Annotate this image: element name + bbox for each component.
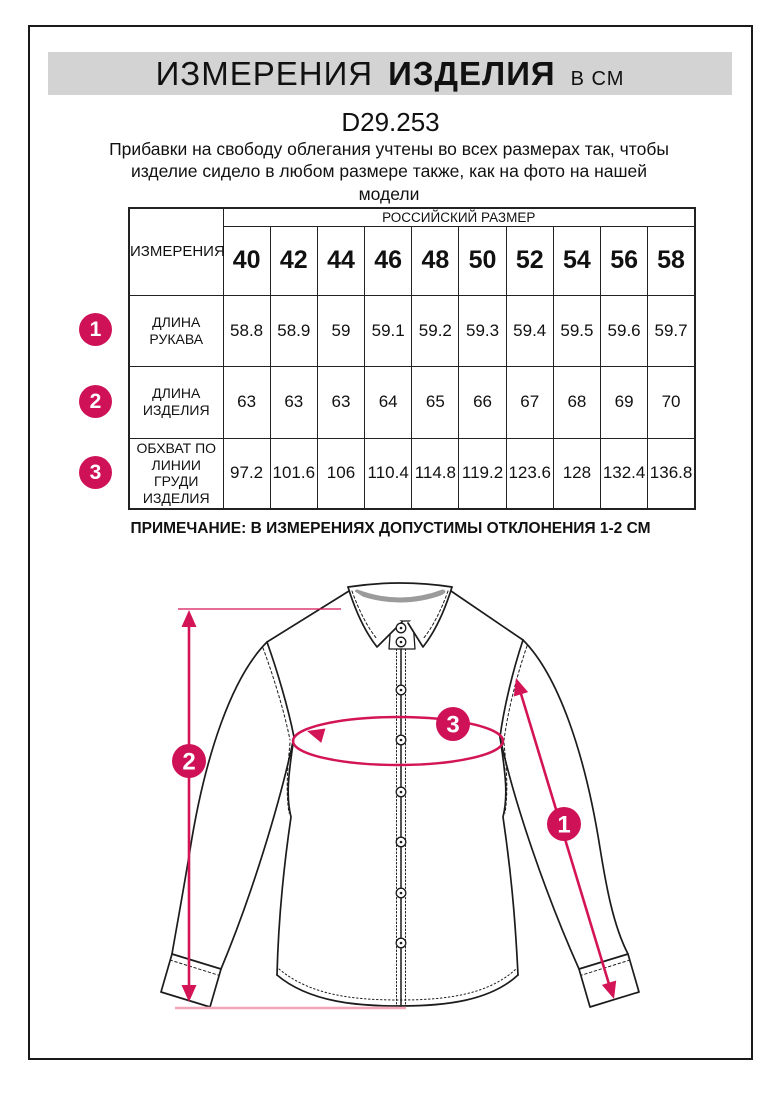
tolerance-note: ПРИМЕЧАНИЕ: В ИЗМЕРЕНИЯХ ДОПУСТИМЫ ОТКЛОНЕНИЯ 1-2 СМ [130,520,651,537]
table-cell: 63 [317,366,364,438]
table-row-chest-girth [129,438,695,509]
table-cell: 64 [365,366,412,438]
shirt-measurement-diagram [160,565,640,1045]
table-cell: 65 [412,366,459,438]
table-cell: 59.6 [601,295,648,366]
table-cell: 66 [459,366,506,438]
table-cell: 106 [317,438,364,509]
table-cell: 58.8 [223,295,270,366]
diagram-marker-3 [436,707,470,741]
table-cell: 63 [270,366,317,438]
diagram-marker-1 [547,807,581,841]
size-table [128,207,696,510]
size-col: 54 [553,226,600,295]
size-col: 58 [648,226,695,295]
size-col: 52 [506,226,553,295]
table-cell: 59.3 [459,295,506,366]
row-marker-1-badge: 1 [79,313,112,346]
size-col: 46 [365,226,412,295]
length-arrow [182,610,197,1002]
table-cell: 58.9 [270,295,317,366]
product-code: D29.253 [341,107,440,137]
row-label: ДЛИНА ИЗДЕЛИЯ [129,366,223,438]
row-label: ДЛИНА РУКАВА [129,295,223,366]
table-cell: 119.2 [459,438,506,509]
table-cell: 59.4 [506,295,553,366]
svg-text:2: 2 [182,748,196,776]
table-cell: 132.4 [601,438,648,509]
size-col: 44 [317,226,364,295]
table-cell: 69 [601,366,648,438]
table-cell: 59.2 [412,295,459,366]
table-cell: 67 [506,366,553,438]
row-marker-2-badge: 2 [79,385,112,418]
table-row-product-length [129,366,695,438]
size-col: 40 [223,226,270,295]
title-word-measurements: ИЗМЕРЕНИЯ [155,55,374,92]
row-label: ОБХВАТ ПО ЛИНИИ ГРУДИ ИЗДЕЛИЯ [129,438,223,509]
table-cell: 70 [648,366,695,438]
table-cell: 97.2 [223,438,270,509]
table-cell: 114.8 [412,438,459,509]
svg-text:1: 1 [557,811,571,839]
intro-text: Прибавки на свободу облегания учтены во всех размерах так, чтобы изделие сидело в любом размере также, как на фото на нашей модели [109,139,669,204]
table-cell: 59.1 [365,295,412,366]
table-size-header: РОССИЙСКИЙ РАЗМЕР [223,208,695,226]
table-cell: 123.6 [506,438,553,509]
table-cell: 59.7 [648,295,695,366]
size-col: 42 [270,226,317,295]
table-measure-header: ИЗМЕРЕНИЯ [129,208,223,295]
size-col: 48 [412,226,459,295]
diagram-marker-2 [172,744,206,778]
size-col: 50 [459,226,506,295]
table-cell: 59.5 [553,295,600,366]
title-bar [48,52,732,95]
table-cell: 63 [223,366,270,438]
table-cell: 128 [553,438,600,509]
table-cell: 136.8 [648,438,695,509]
table-cell: 101.6 [270,438,317,509]
size-col: 56 [601,226,648,295]
row-marker-3-badge: 3 [79,456,112,489]
title-word-product: ИЗДЕЛИЯ [388,55,556,92]
table-cell: 59 [317,295,364,366]
title-unit-cm: В СМ [570,68,625,90]
table-row-sleeve-length [129,295,695,366]
svg-text:3: 3 [446,711,460,739]
table-cell: 68 [553,366,600,438]
table-cell: 110.4 [365,438,412,509]
